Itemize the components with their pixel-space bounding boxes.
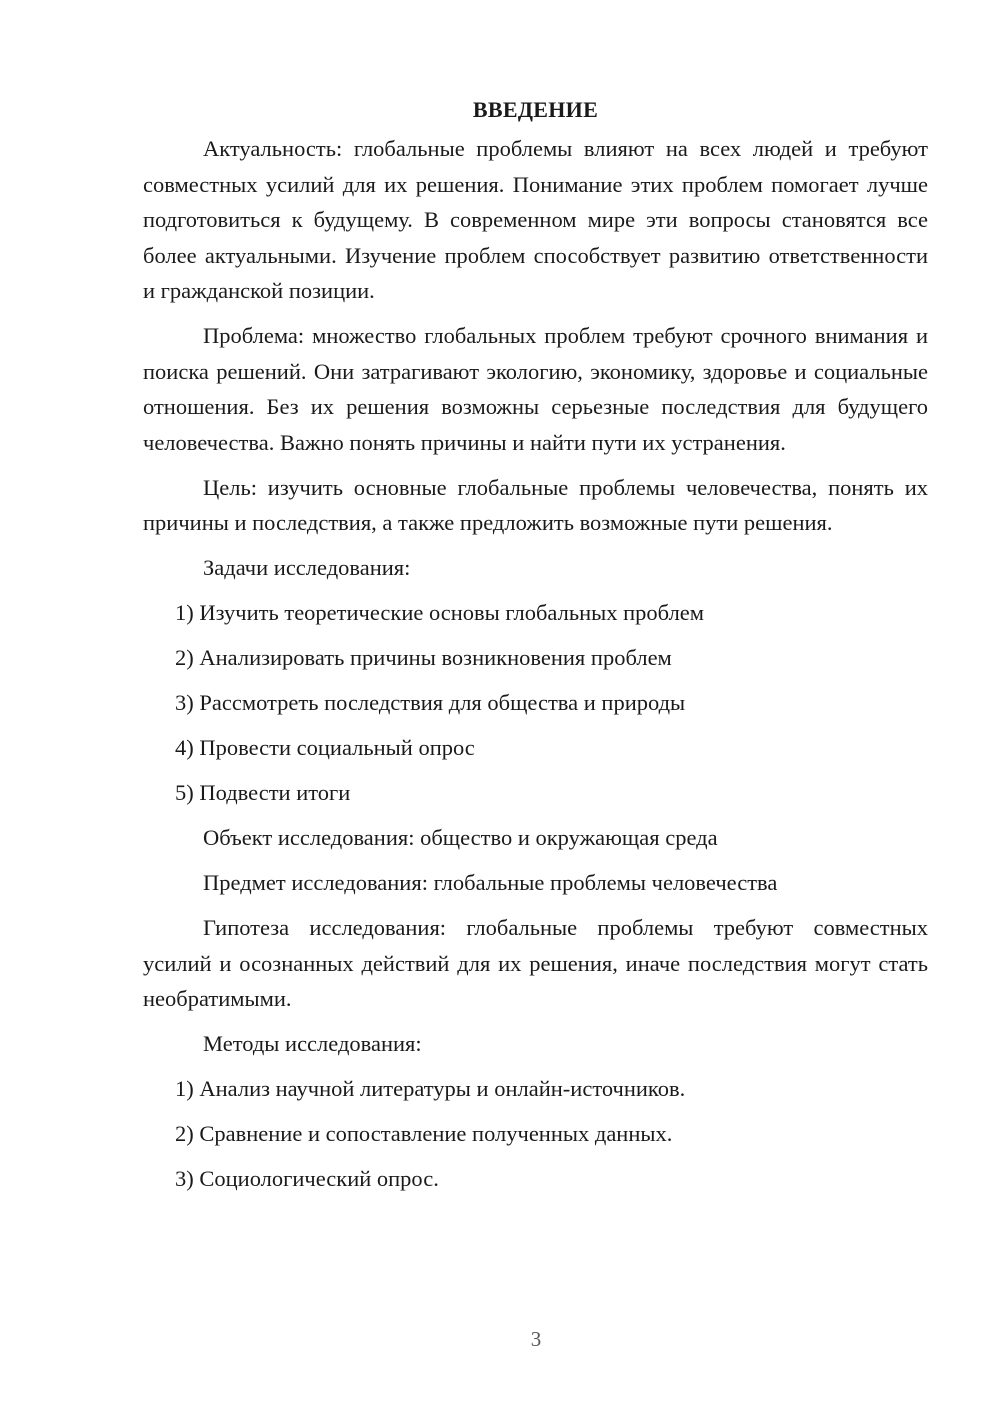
task-item: 3) Рассмотреть последствия для общества и природы bbox=[175, 690, 686, 715]
document-page bbox=[143, 92, 928, 1206]
research-subject: Предмет исследования: глобальные проблемы человечества bbox=[203, 870, 778, 895]
method-item: 1) Анализ научной литературы и онлайн-источников. bbox=[175, 1076, 686, 1101]
page-number: 3 bbox=[530, 1327, 542, 1351]
problem-paragraph: Проблема: множество глобальных проблем требуют срочного внимания и поиска решений. Они затрагивают экологию, экономику, здоровье и социальные отношения. Без их решения возможны серьезные последствия для будущего человечества. Важно понять причины и найти пути их устранения. bbox=[143, 323, 928, 455]
goal-paragraph: Цель: изучить основные глобальные проблемы человечества, понять их причины и последствия, а также предложить возможные пути решения. bbox=[143, 474, 928, 535]
research-object: Объект исследования: общество и окружающая среда bbox=[203, 825, 718, 850]
relevance-paragraph: Актуальность: глобальные проблемы влияют на всех людей и требуют совместных усилий для их решения. Понимание этих проблем помогает лучше подготовиться к будущему. В современном мире эти вопросы становятся все более актуальными. Изучение проблем способствует развитию ответственности и гражданской позиции. bbox=[143, 136, 928, 303]
page-title: ВВЕДЕНИЕ bbox=[472, 97, 599, 122]
methods-heading: Методы исследования: bbox=[203, 1031, 422, 1056]
tasks-heading: Задачи исследования: bbox=[203, 555, 411, 580]
hypothesis-paragraph: Гипотеза исследования: глобальные проблемы требуют совместных усилий и осознанных действий для их решения, иначе последствия могут стать необратимыми. bbox=[143, 915, 928, 1011]
task-item: 2) Анализировать причины возникновения проблем bbox=[175, 645, 672, 670]
task-item: 4) Провести социальный опрос bbox=[175, 735, 475, 760]
task-item: 1) Изучить теоретические основы глобальных проблем bbox=[175, 600, 705, 625]
task-item: 5) Подвести итоги bbox=[175, 780, 351, 805]
method-item: 3) Социологический опрос. bbox=[175, 1166, 439, 1191]
method-item: 2) Сравнение и сопоставление полученных данных. bbox=[175, 1121, 673, 1146]
